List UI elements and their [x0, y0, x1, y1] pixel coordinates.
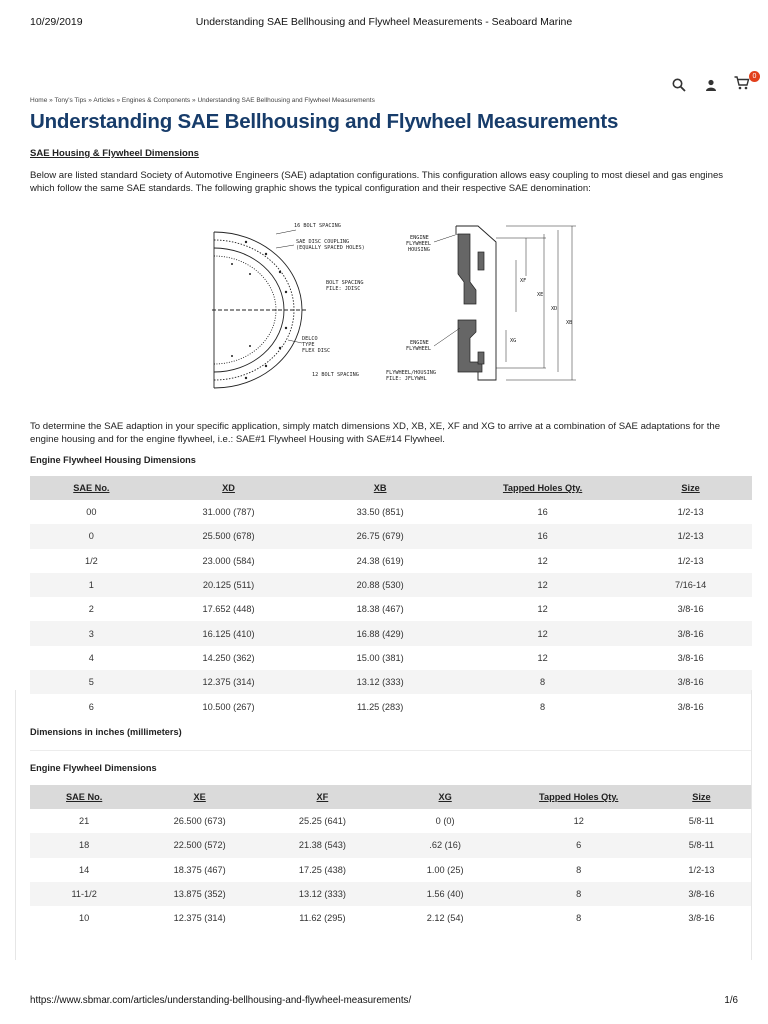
- bellhousing-diagram: [206, 212, 592, 394]
- table-cell: 31.000 (787): [153, 500, 305, 524]
- table-cell: 3/8-16: [629, 621, 752, 645]
- table-cell: 18: [30, 833, 138, 857]
- diagram-label: HOUSING: [408, 247, 430, 253]
- table-cell: 11-1/2: [30, 882, 138, 906]
- table-cell: 8: [507, 906, 651, 930]
- table-cell: 0 (0): [384, 809, 507, 833]
- diagram-label: XE: [537, 292, 544, 298]
- table-cell: 6: [507, 833, 651, 857]
- table-cell: 3/8-16: [629, 670, 752, 694]
- table-row: [30, 882, 752, 906]
- table-cell: 1.56 (40): [384, 882, 507, 906]
- table-cell: 8: [507, 882, 651, 906]
- header-toolbar: [670, 73, 757, 94]
- intro-paragraph: Below are listed standard Society of Automotive Engineers (SAE) adaptation configurations. This configuration allows easy coupling to most diesel and gas engines which follow the same SAE standards. The following graphic shows the typical configuration and their respective SAE denomination:: [30, 170, 724, 194]
- table-cell: 26.500 (673): [138, 809, 261, 833]
- breadcrumb-separator: »: [116, 97, 121, 104]
- table-cell: 12.375 (314): [138, 906, 261, 930]
- table-cell: 12: [456, 573, 629, 597]
- table-row: [30, 809, 752, 833]
- breadcrumb-separator: »: [49, 97, 53, 104]
- table-cell: 12: [456, 549, 629, 573]
- table-cell: 2.12 (54): [384, 906, 507, 930]
- diagram-label: FILE: JFLYWHL: [386, 376, 427, 382]
- user-icon[interactable]: [702, 76, 720, 94]
- instructions-paragraph: To determine the SAE adaption in your specific application, simply match dimensions XD, XB, XE, XF and XG to arrive at a combination of SAE adaptations for the engine housing and for the engine flywheel, i.e.: SAE#1 Flywheel Housing with SAE#14 Flywheel.: [30, 421, 721, 445]
- table-cell: 12: [456, 646, 629, 670]
- print-date: 10/29/2019: [30, 16, 83, 28]
- table-cell: 8: [507, 858, 651, 882]
- table-cell: 00: [30, 500, 153, 524]
- table-cell: 8: [456, 670, 629, 694]
- table-cell: 12: [456, 621, 629, 645]
- table-cell: 24.38 (619): [304, 549, 456, 573]
- table-cell: 0: [30, 524, 153, 548]
- diagram-label: (EQUALLY SPACED HOLES): [296, 245, 365, 251]
- table-cell: 6: [30, 694, 153, 718]
- diagram-label: ENGINE: [410, 235, 429, 241]
- cart-icon: [734, 76, 750, 90]
- breadcrumb: [30, 97, 375, 104]
- table-cell: 20.88 (530): [304, 573, 456, 597]
- table-cell: 3/8-16: [629, 694, 752, 718]
- column-header: XE: [138, 785, 261, 809]
- table-row: [30, 549, 752, 573]
- table-cell: 1/2-13: [629, 549, 752, 573]
- cart-count-badge: 0: [749, 71, 760, 82]
- diagram-label: 12 BOLT SPACING: [312, 372, 359, 378]
- content-border-left: [15, 690, 16, 960]
- table-row: [30, 500, 752, 524]
- table-cell: 14.250 (362): [153, 646, 305, 670]
- housing-dimensions-table: [30, 476, 752, 719]
- diagram-label: FLYWHEEL/HOUSING: [386, 370, 436, 376]
- diagram-label: SAE DISC COUPLING: [296, 239, 350, 245]
- table-cell: 1/2-13: [651, 858, 752, 882]
- column-header: XF: [261, 785, 384, 809]
- column-header: XB: [304, 476, 456, 500]
- table-cell: 16: [456, 500, 629, 524]
- table-row: [30, 621, 752, 645]
- table-cell: 16.88 (429): [304, 621, 456, 645]
- table-cell: 11.62 (295): [261, 906, 384, 930]
- table-cell: 1/2: [30, 549, 153, 573]
- table-cell: .62 (16): [384, 833, 507, 857]
- diagram-label: FLYWHEEL: [406, 241, 431, 247]
- table-cell: 26.75 (679): [304, 524, 456, 548]
- table-cell: 18.38 (467): [304, 597, 456, 621]
- diagram-label: FILE: JDISC: [326, 286, 361, 292]
- table-row: [30, 858, 752, 882]
- diagram-label: FLEX DISC: [302, 348, 331, 354]
- table-cell: 21.38 (543): [261, 833, 384, 857]
- table-cell: 14: [30, 858, 138, 882]
- print-header: [30, 16, 738, 30]
- breadcrumb-separator: »: [192, 97, 196, 104]
- table-cell: 3/8-16: [651, 882, 752, 906]
- table-cell: 11.25 (283): [304, 694, 456, 718]
- table-cell: 18.375 (467): [138, 858, 261, 882]
- table-cell: 3/8-16: [651, 906, 752, 930]
- table-cell: 17.25 (438): [261, 858, 384, 882]
- search-icon[interactable]: [670, 76, 688, 94]
- diagram-label: 16 BOLT SPACING: [294, 223, 341, 229]
- table-cell: 1/2-13: [629, 500, 752, 524]
- flywheel-dimensions-table: [30, 785, 752, 930]
- breadcrumb-articles[interactable]: Articles: [93, 97, 115, 104]
- table-cell: 12: [456, 597, 629, 621]
- breadcrumb-tonys-tips[interactable]: Tony's Tips: [54, 97, 87, 104]
- table-cell: 1/2-13: [629, 524, 752, 548]
- diagram-label: XG: [510, 338, 517, 344]
- table-row: [30, 597, 752, 621]
- table-row: [30, 670, 752, 694]
- breadcrumb-home[interactable]: Home: [30, 97, 48, 104]
- table-cell: 17.652 (448): [153, 597, 305, 621]
- breadcrumb-engines-components[interactable]: Engines & Components: [121, 97, 191, 104]
- table-row: [30, 524, 752, 548]
- table-cell: 12.375 (314): [153, 670, 305, 694]
- table-cell: 8: [456, 694, 629, 718]
- column-header: XG: [384, 785, 507, 809]
- table-cell: 1: [30, 573, 153, 597]
- column-header: SAE No.: [30, 476, 153, 500]
- print-title: Understanding SAE Bellhousing and Flywheel Measurements - Seaboard Marine: [195, 16, 573, 28]
- cart-button[interactable]: [734, 73, 757, 94]
- content-border-right: [751, 690, 752, 960]
- table-cell: 16.125 (410): [153, 621, 305, 645]
- column-header: Size: [629, 476, 752, 500]
- diagram-label: FLYWHEEL: [406, 346, 431, 352]
- table-cell: 7/16-14: [629, 573, 752, 597]
- diagram-label: DELCO: [302, 336, 318, 342]
- table-cell: 2: [30, 597, 153, 621]
- table-cell: 5: [30, 670, 153, 694]
- diagram-label: TYPE: [302, 342, 315, 348]
- housing-table-heading: Engine Flywheel Housing Dimensions: [30, 455, 196, 465]
- flywheel-table-heading: Engine Flywheel Dimensions: [30, 763, 157, 773]
- table-cell: 16: [456, 524, 629, 548]
- table-cell: 25.500 (678): [153, 524, 305, 548]
- table-row: [30, 833, 752, 857]
- table-row: [30, 573, 752, 597]
- diagram-label: BOLT SPACING: [326, 280, 364, 286]
- table-cell: 15.00 (381): [304, 646, 456, 670]
- table-header-row: [30, 476, 752, 500]
- column-header: Tapped Holes Qty.: [507, 785, 651, 809]
- table-cell: 25.25 (641): [261, 809, 384, 833]
- table-row: [30, 906, 752, 930]
- breadcrumb-current: Understanding SAE Bellhousing and Flywheel Measurements: [197, 97, 375, 104]
- table-row: [30, 646, 752, 670]
- table-cell: 22.500 (572): [138, 833, 261, 857]
- table-cell: 21: [30, 809, 138, 833]
- table-cell: 20.125 (511): [153, 573, 305, 597]
- table-cell: 5/8-11: [651, 809, 752, 833]
- column-header: SAE No.: [30, 785, 138, 809]
- table-row: [30, 694, 752, 718]
- diagram-label: XB: [566, 320, 573, 326]
- table-cell: 33.50 (851): [304, 500, 456, 524]
- table-cell: 10.500 (267): [153, 694, 305, 718]
- diagram-label: XD: [551, 306, 558, 312]
- breadcrumb-separator: »: [88, 97, 92, 104]
- divider: [30, 750, 752, 751]
- print-url: https://www.sbmar.com/articles/understanding-bellhousing-and-flywheel-measurements/: [30, 995, 412, 1006]
- section-heading: SAE Housing & Flywheel Dimensions: [30, 148, 199, 159]
- table-cell: 13.12 (333): [261, 882, 384, 906]
- table-cell: 12: [507, 809, 651, 833]
- dimensions-note: Dimensions in inches (millimeters): [30, 727, 182, 737]
- table-header-row: [30, 785, 752, 809]
- table-cell: 13.875 (352): [138, 882, 261, 906]
- table-cell: 3/8-16: [629, 646, 752, 670]
- column-header: XD: [153, 476, 305, 500]
- table-cell: 13.12 (333): [304, 670, 456, 694]
- table-cell: 4: [30, 646, 153, 670]
- page-title: Understanding SAE Bellhousing and Flywheel Measurements: [30, 110, 619, 133]
- column-header: Tapped Holes Qty.: [456, 476, 629, 500]
- diagram-label: XF: [520, 278, 527, 284]
- column-header: Size: [651, 785, 752, 809]
- table-cell: 3: [30, 621, 153, 645]
- table-cell: 1.00 (25): [384, 858, 507, 882]
- table-cell: 3/8-16: [629, 597, 752, 621]
- table-cell: 10: [30, 906, 138, 930]
- print-page-number: 1/6: [724, 995, 738, 1006]
- diagram-label: ENGINE: [410, 340, 429, 346]
- table-cell: 23.000 (584): [153, 549, 305, 573]
- table-cell: 5/8-11: [651, 833, 752, 857]
